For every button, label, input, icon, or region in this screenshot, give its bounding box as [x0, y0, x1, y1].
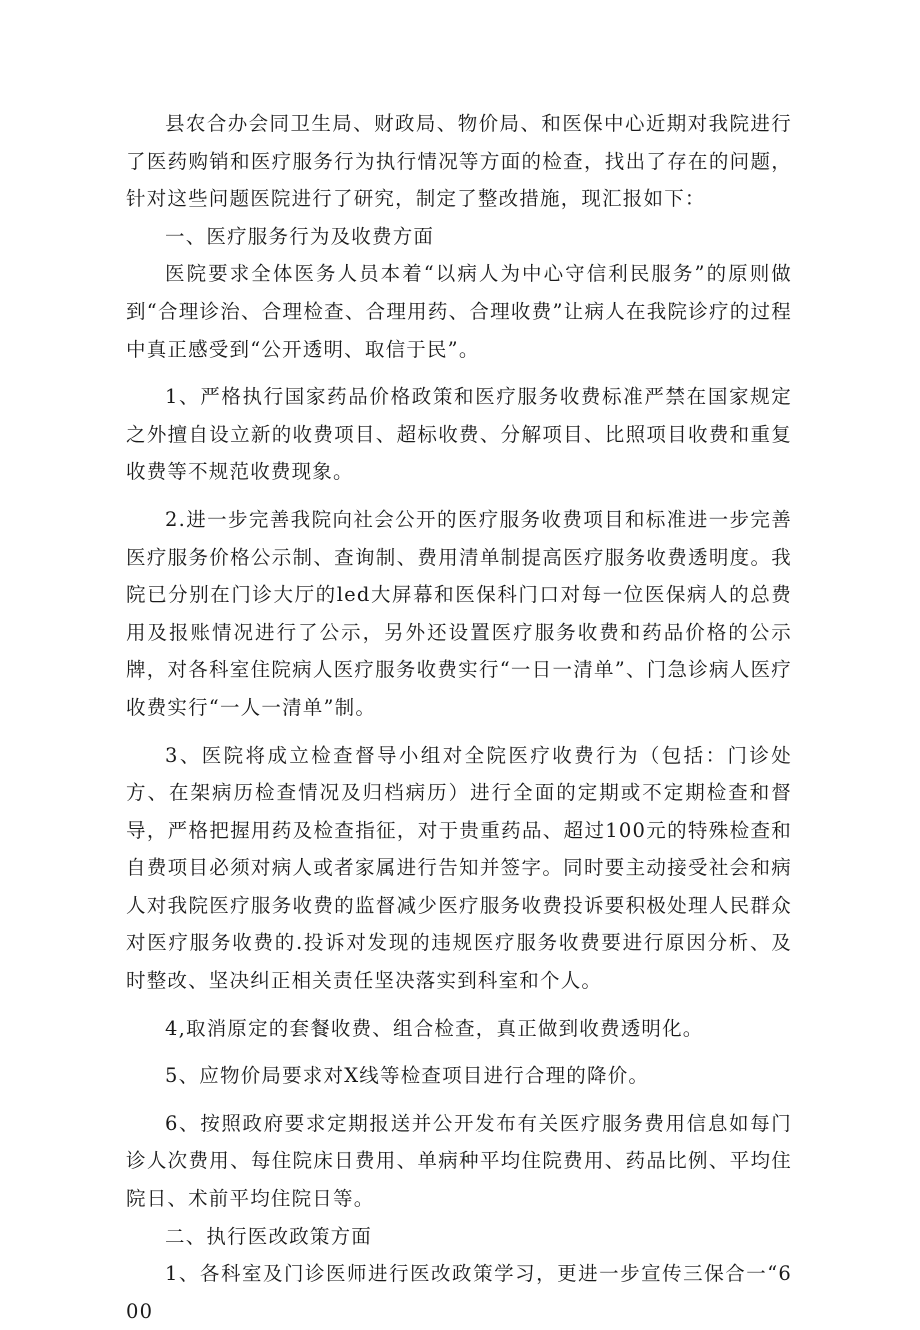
item-4-paragraph: 4,取消原定的套餐收费、组合检查，真正做到收费透明化。: [165, 1016, 704, 1040]
reform-item-1-paragraph: 1、各科室及门诊医师进行医改政策学习，更进一步宣传三保合一“600: [126, 1262, 792, 1323]
item-1-paragraph: 1、严格执行国家药品价格政策和医疗服务收费标准严禁在国家规定之外擅自设立新的收费项目、超标收费、分解项目、比照项目收费和重复收费等不规范收费现象。: [126, 385, 792, 484]
item-2-paragraph: 2.进一步完善我院向社会公开的医疗服务收费项目和标准进一步完善医疗服务价格公示制、查询制、费用清单制提高医疗服务收费透明度。我院已分别在门诊大厅的led大屏幕和医保科门口对每一位医保病人的总费用及报账情况进行了公示，另外还设置医疗服务收费和药品价格的公示牌，对各科室住院病人医疗服务收费实行“一日一清单”、门急诊病人医疗收费实行“一人一清单”制。: [126, 507, 792, 719]
item-5-paragraph: 5、应物价局要求对X线等检查项目进行合理的降价。: [165, 1064, 650, 1088]
hospital-requirement-paragraph: 医院要求全体医务人员本着“以病人为中心守信利民服务”的原则做到“合理诊治、合理检查、合理用药、合理收费”让病人在我院诊疗的过程中真正感受到“公开透明、取信于民”。: [126, 262, 792, 361]
section-heading-medical-reform-policy: 二、执行医改政策方面: [165, 1224, 373, 1248]
section-heading-medical-service-fees: 一、医疗服务行为及收费方面: [165, 224, 435, 248]
item-6-paragraph: 6、按照政府要求定期报送并公开发布有关医疗服务费用信息如每门诊人次费用、每住院床日费用、单病种平均住院费用、药品比例、平均住院日、术前平均住院日等。: [126, 1111, 792, 1211]
item-3-paragraph: 3、医院将成立检查督导小组对全院医疗收费行为（包括：门诊处方、在架病历检查情况及归档病历）进行全面的定期或不定期检查和督导，严格把握用药及检查指征，对于贵重药品、超过100元的特殊检查和自费项目必须对病人或者家属进行告知并签字。同时要主动接受社会和病人对我院医疗服务收费的监督减少医疗服务收费投诉要积极处理人民群众对医疗服务收费的.投诉对发现的违规医疗服务收费要进行原因分析、及时整改、坚决纠正相关责任坚决落实到科室和个人。: [126, 743, 792, 993]
intro-paragraph: 县农合办会同卫生局、财政局、物价局、和医保中心近期对我院进行了医药购销和医疗服务行为执行情况等方面的检查，找出了存在的问题，针对这些问题医院进行了研究，制定了整改措施，现汇报如下：: [126, 112, 792, 211]
